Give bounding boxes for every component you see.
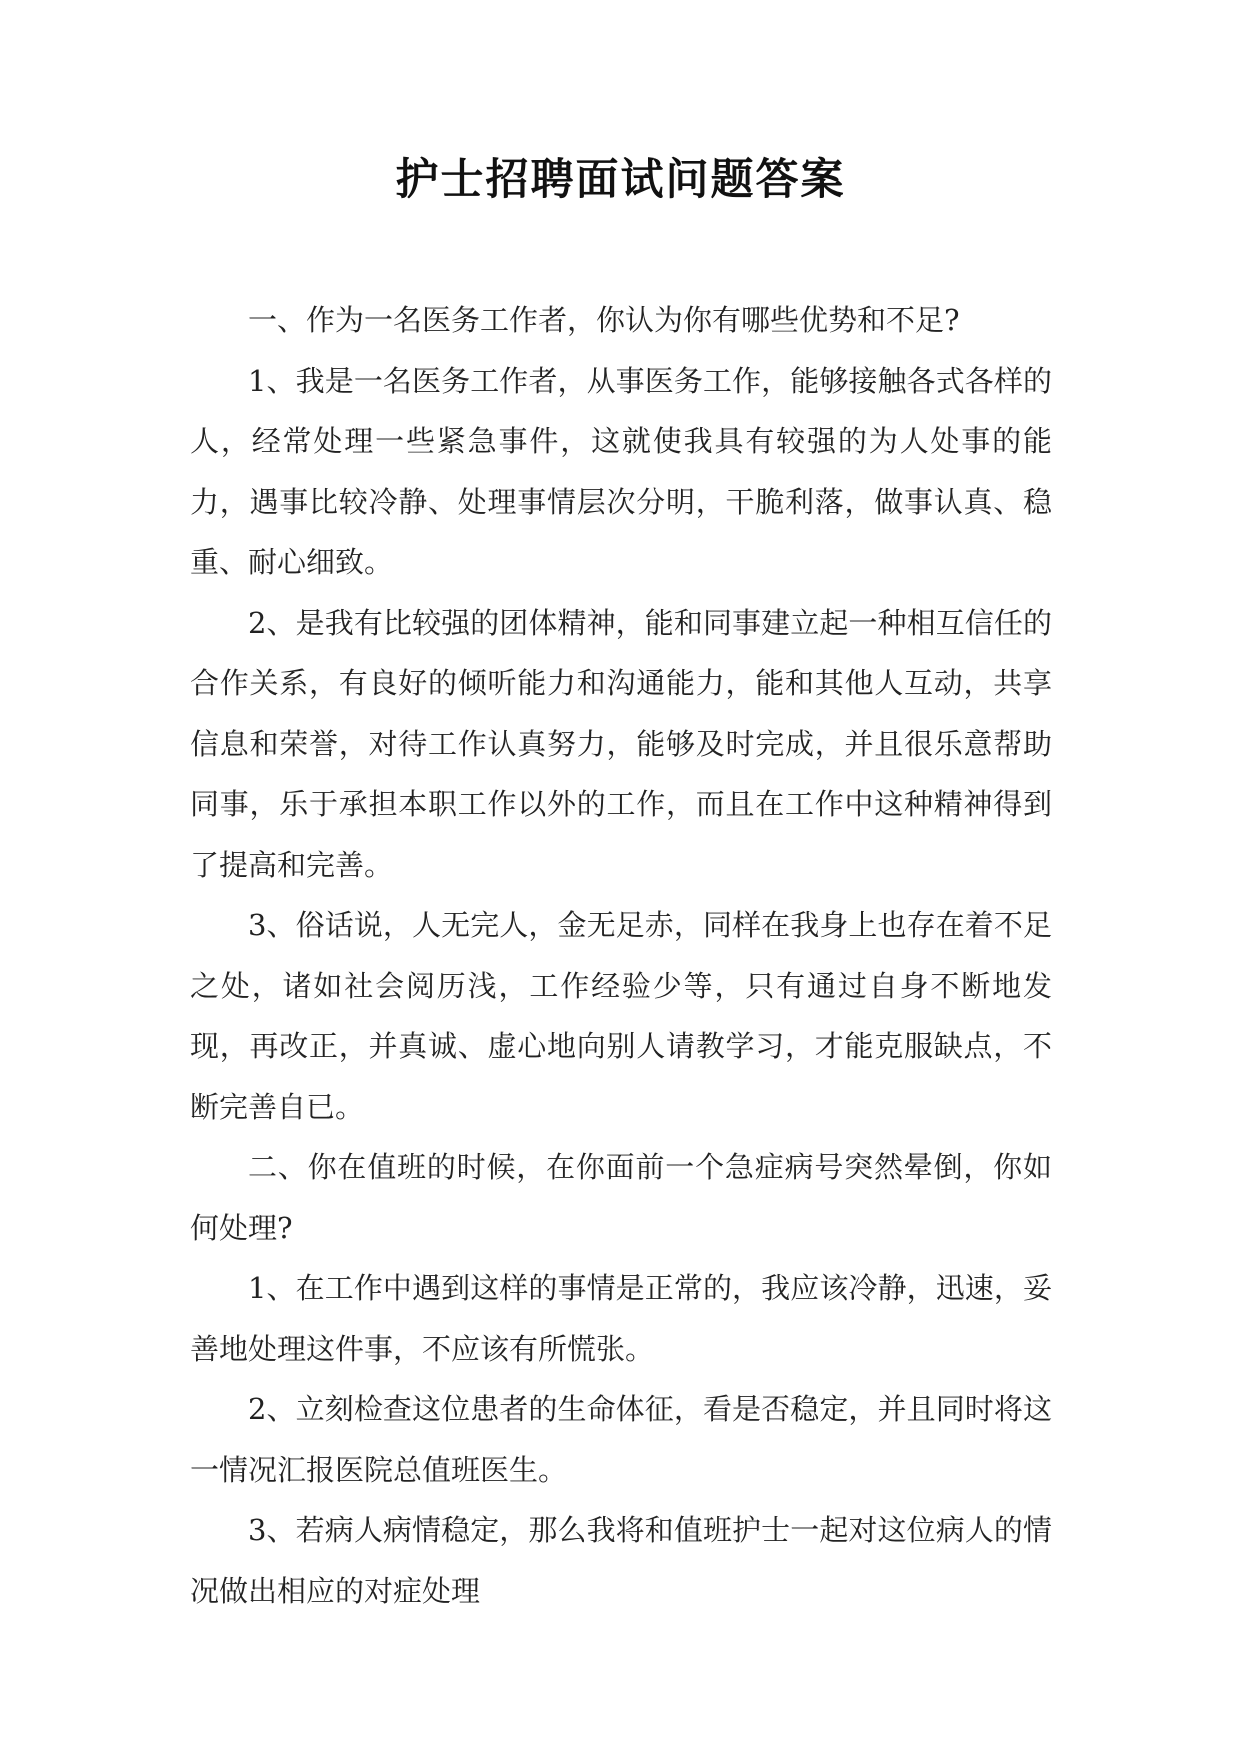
- document-body: [190, 290, 1052, 1621]
- paragraph-answer-1-2: 2、是我有比较强的团体精神，能和同事建立起一种相互信任的合作关系，有良好的倾听能力和沟通能力，能和其他人互动，共享信息和荣誉，对待工作认真努力，能够及时完成，并且很乐意帮助同事，乐于承担本职工作以外的工作，而且在工作中这种精神得到了提高和完善。: [190, 605, 1052, 882]
- paragraph-answer-1-3: 3、俗话说，人无完人，金无足赤，同样在我身上也存在着不足之处，诸如社会阅历浅，工作经验少等，只有通过自身不断地发现，再改正，并真诚、虚心地向别人请教学习，才能克服缺点，不断完善自已。: [190, 908, 1052, 1124]
- paragraph-answer-1-1: 1、我是一名医务工作者，从事医务工作，能够接触各式各样的人，经常处理一些紧急事件，这就使我具有较强的为人处事的能力，遇事比较冷静、处理事情层次分明，干脆利落，做事认真、稳重、耐心细致。: [190, 363, 1052, 579]
- paragraph-question-2: 二、你在值班的时候，在你面前一个急症病号突然晕倒，你如何处理?: [190, 1150, 1052, 1245]
- document-title: 护士招聘面试问题答案: [395, 155, 846, 205]
- paragraph-answer-2-2: 2、立刻检查这位患者的生命体征，看是否稳定，并且同时将这一情况汇报医院总值班医生。: [190, 1392, 1052, 1487]
- paragraph-answer-2-3: 3、若病人病情稳定，那么我将和值班护士一起对这位病人的情况做出相应的对症处理: [190, 1513, 1052, 1608]
- paragraph-question-1: 一、作为一名医务工作者，你认为你有哪些优势和不足?: [248, 303, 960, 337]
- paragraph-answer-2-1: 1、在工作中遇到这样的事情是正常的，我应该冷静，迅速，妥善地处理这件事，不应该有所慌张。: [190, 1271, 1052, 1366]
